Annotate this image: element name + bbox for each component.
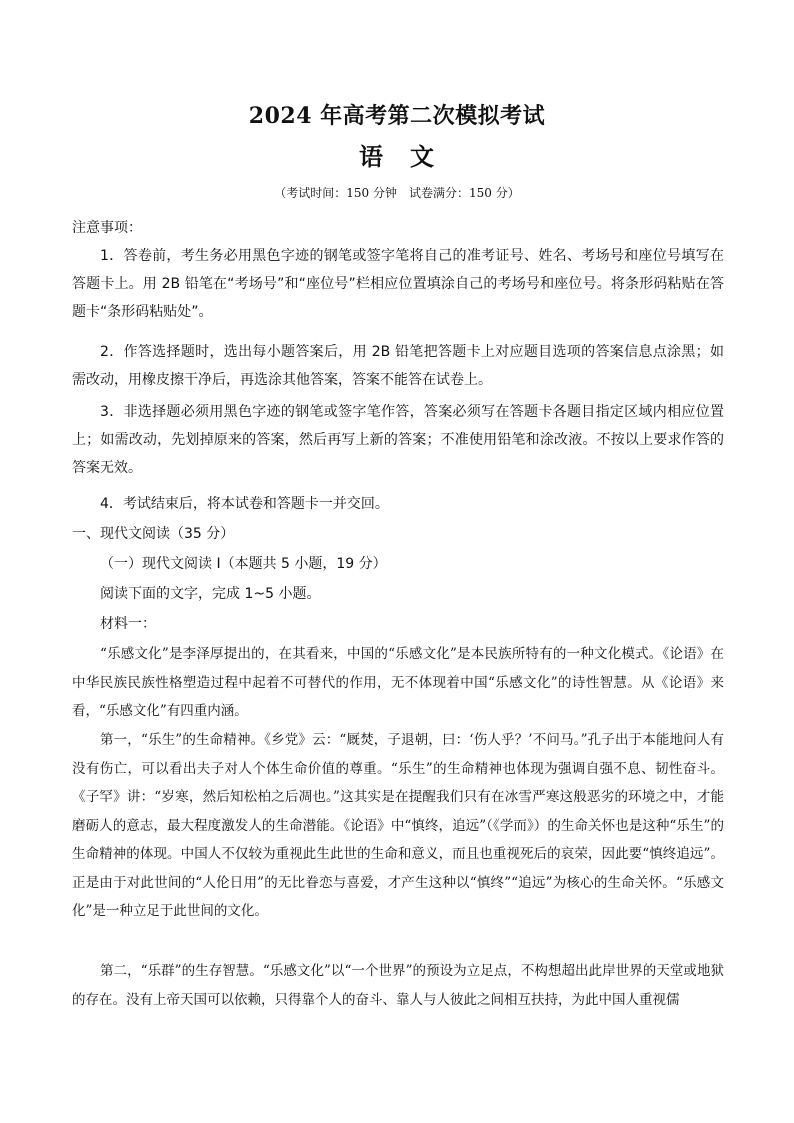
subject-title xyxy=(0,140,794,174)
note-item-1: 1．答卷前，考生务必用黑色字迹的钢笔或签字笔将自己的准考证号、姓名、考场号和座位号填写在答题卡上。用 2B 铅笔在“考场号”和“座位号”栏相应位置填涂自己的考场号和座位号。将条形码粘贴在答题卡“条形码粘贴处”。 xyxy=(72,248,724,320)
exam-title: 2024 年高考第二次模拟考试 xyxy=(248,103,546,129)
subject-char-1: 语 xyxy=(359,142,384,171)
section-heading: 一、现代文阅读（35 分） xyxy=(72,526,235,542)
reading-instruction: 阅读下面的文字，完成 1~5 小题。 xyxy=(100,586,321,602)
exam-time-and-score: （考试时间：150 分钟 试卷满分：150 分） xyxy=(274,186,520,200)
subject-char-2: 文 xyxy=(410,142,435,171)
material-paragraph: 第二，“乐群”的生存智慧。“乐感文化”以“一个世界”的预设为立足点，不构想超出此岸世界的天堂或地狱的存在。没有上帝天国可以依赖，只得靠个人的奋斗、靠人与人彼此之间相互扶持，为此中国人重视儒 xyxy=(72,963,724,1008)
material-label: 材料一： xyxy=(100,616,156,632)
note-item-4: 4．考试结束后，将本试卷和答题卡一并交回。 xyxy=(100,496,389,512)
notes-heading: 注意事项： xyxy=(72,220,142,236)
note-item-2: 2．作答选择题时，选出每小题答案后，用 2B 铅笔把答题卡上对应题目选项的答案信息点涂黑；如需改动，用橡皮擦干净后，再选涂其他答案，答案不能答在试卷上。 xyxy=(72,344,724,388)
material-paragraph: 第一，“乐生”的生命精神。《乡党》云：“厩焚，子退朝，曰：‘伤人乎？’不问马。”孔子出于本能地问人有没有伤亡，可以看出夫子对人个体生命价值的尊重。“乐生”的生命精神也体现为强调自强不息、韧性奋斗。《子罕》讲：“岁寒，然后知松柏之后凋也。”这其实是在提醒我们只有在冰雪严寒这般恶劣的环境之中，才能磨砺人的意志，最大程度激发人的生命潜能。《论语》中“慎终，追远”（《学而》）的生命关怀也是这种“乐生”的生命精神的体现。中国人不仅较为重视此生此世的生命和意义，而且也重视死后的哀荣，因此要“慎终追远”。正是由于对此世间的“人伦日用”的无比眷恋与喜爱，才产生这种以“慎终”“追远”为核心的生命关怀。“乐感文化”是一种立足于此世间的文化。 xyxy=(72,732,724,919)
note-item-3: 3．非选择题必须用黑色字迹的钢笔或签字笔作答，答案必须写在答题卡各题目指定区域内相应位置上；如需改动，先划掉原来的答案，然后再写上新的答案；不准使用铅笔和涂改液。不按以上要求作答的答案无效。 xyxy=(72,404,724,476)
material-paragraph: “乐感文化”是李泽厚提出的，在其看来，中国的“乐感文化”是本民族所特有的一种文化模式。《论语》在中华民族民族性格塑造过程中起着不可替代的作用，无不体现着中国“乐感文化”的诗性智慧。从《论语》来看，“乐感文化”有四重内涵。 xyxy=(72,646,724,719)
subsection-heading: （一）现代文阅读 I（本题共 5 小题，19 分） xyxy=(100,556,387,572)
